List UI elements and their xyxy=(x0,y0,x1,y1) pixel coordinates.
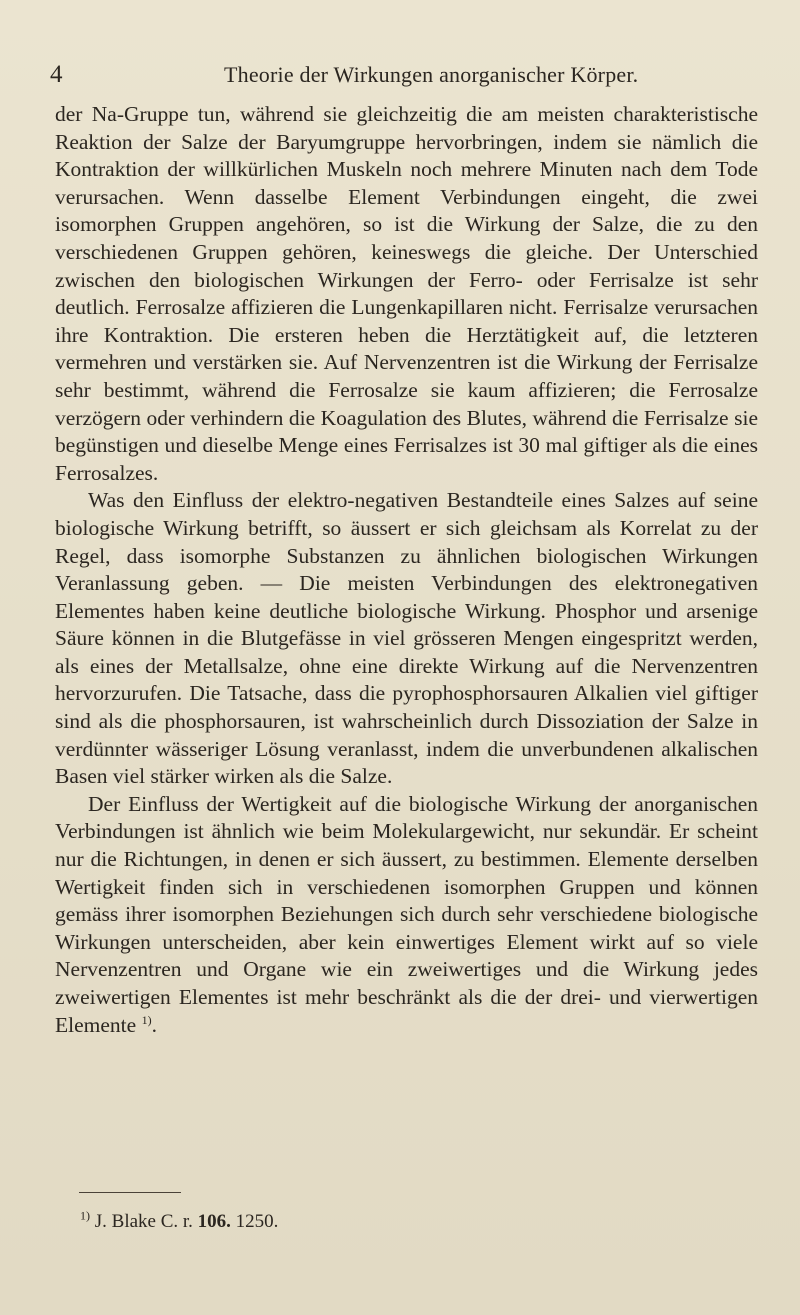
paragraph-3 xyxy=(55,791,758,1039)
footnote xyxy=(80,1210,278,1234)
footnote-volume: 106. xyxy=(197,1211,231,1232)
footnote-page: 1250. xyxy=(235,1211,279,1232)
page-header xyxy=(0,58,800,92)
body-text xyxy=(55,101,758,1039)
paragraph-2: Was den Einfluss der elektro-negativen Bestandteile eines Salzes auf seine biologische Wirkung betrifft, so äussert er sich gleichsam als Korrelat zu der Regel, dass isomorphe Substanzen zu ähnlichen biologischen Wirkungen Veranlassung geben. — Die meisten Verbindungen des elektronegativen Elementes haben keine deutliche biologische Wirkung. Phosphor und arsenige Säure können in die Blutgefässe in viel grösseren Mengen eingespritzt werden, als eines der Metallsalze, ohne eine direkte Wirkung auf die Nervenzentren hervorzurufen. Die Tatsache, dass die pyrophosphorsauren Alkalien viel giftiger sind als die phosphorsauren, ist wahrscheinlich durch Dissoziation der Salze in verdünnter wässeriger Lösung veranlasst, indem die unverbundenen alkalischen Basen viel stärker wirken als die Salze. xyxy=(55,488,758,789)
paragraph-1: der Na-Gruppe tun, während sie gleichzeitig die am meisten charakteristische Reaktion der Salze der Baryumgruppe hervorbringen, indem sie nämlich die Kontraktion der willkürlichen Muskeln noch mehrere Minuten nach dem Tode verursachen. Wenn dasselbe Element Verbindungen eingeht, die zwei isomorphen Gruppen angehören, so ist die Wirkung der Salze, die zu den verschiedenen Gruppen gehören, keineswegs die gleiche. Der Unterschied zwischen den biologischen Wirkungen der Ferro- oder Ferrisalze ist sehr deutlich. Ferrosalze affizieren die Lungenkapillaren nicht. Ferrisalze verursachen ihre Kontraktion. Die ersteren heben die Herztätigkeit auf, die letzteren vermehren und verstärken sie. Auf Nervenzentren ist die Wirkung der Ferrisalze sehr bestimmt, während die Ferrosalze sie kaum affizieren; die Ferrosalze verzögern oder verhindern die Koagulation des Blutes, während die Ferrisalze sie begünstigen und dieselbe Menge eines Ferrisalzes ist 30 mal giftiger als die eines Ferrosalzes. xyxy=(55,102,758,485)
footnote-divider xyxy=(79,1192,181,1193)
page-number: 4 xyxy=(50,61,63,88)
footnote-mark: 1) xyxy=(80,1208,90,1223)
footnote-reference: 1) xyxy=(141,1012,152,1027)
footnote-author: J. Blake C. r. xyxy=(94,1211,193,1232)
running-title: Theorie der Wirkungen anorganischer Körper. xyxy=(224,62,639,87)
paragraph-3-end: . xyxy=(151,1012,157,1037)
paragraph-3-text: Der Einfluss der Wertigkeit auf die biologische Wirkung der anorganischen Verbindungen ist ähnlich wie beim Molekulargewicht, nur sekundär. Er scheint nur die Richtungen, in denen er sich äussert, zu bestimmen. Elemente derselben Wertigkeit finden sich in verschiedenen isomorphen Gruppen und können gemäss ihrer isomorphen Beziehungen sich durch sehr verschiedene biologische Wirkungen unterscheiden, aber kein einwertiges Element wirkt auf so viele Nervenzentren und Organe wie ein zweiwertiges und die Wirkung jedes zweiwertigen Elementes ist mehr beschränkt als die der drei- und vierwertigen Elemente xyxy=(55,791,758,1037)
